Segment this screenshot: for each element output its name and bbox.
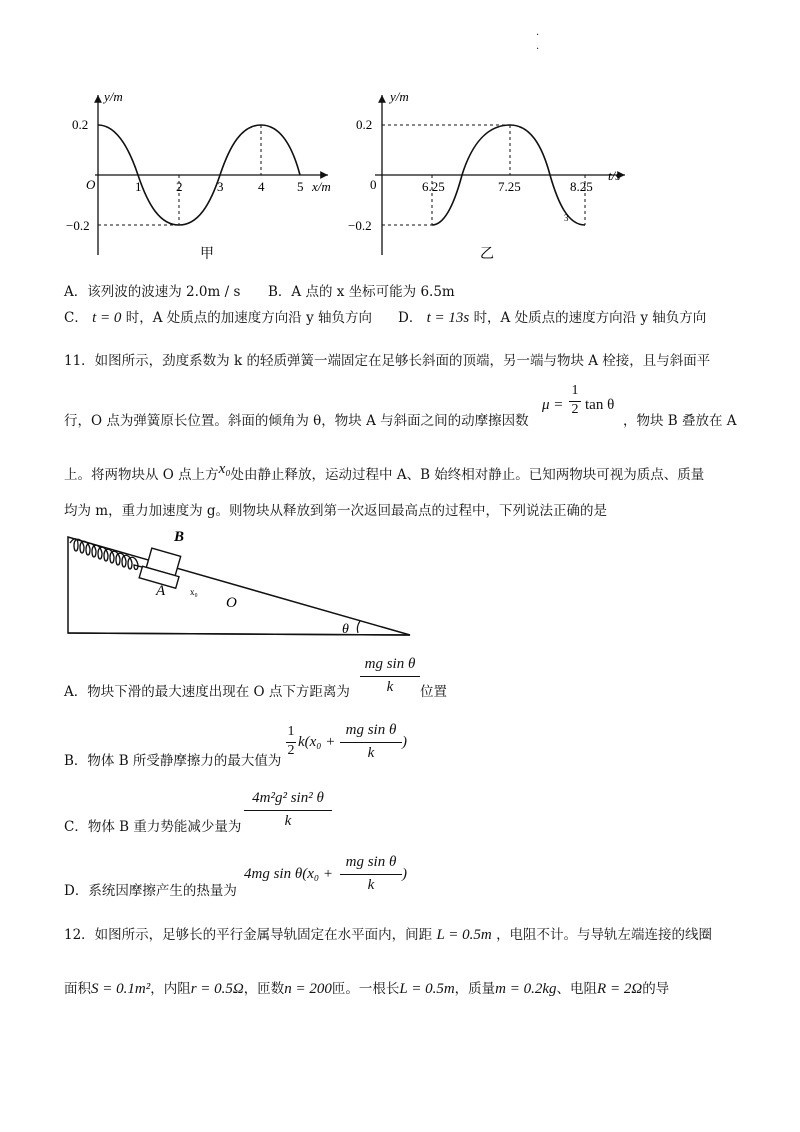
xtick-5: 5 <box>297 179 304 194</box>
seg-a: 面积 <box>64 981 91 997</box>
xtick-1: 1 <box>135 179 142 194</box>
seg-c: ，匝数 <box>243 981 285 997</box>
spring <box>70 539 150 570</box>
mu-num: 1 <box>571 383 579 398</box>
q11-option-d-frac <box>340 854 402 894</box>
q11-line-4: 均为 m，重力加速度为 g。则物块从释放到第一次返回最高点的过程中，下列说法正确的是 <box>64 503 608 519</box>
q11-option-d-lead: 4mg sin θ(x₀ + <box>244 866 333 882</box>
ytick-neg: −0.2 <box>66 218 90 233</box>
mu-lhs: μ = <box>542 397 564 413</box>
vibration-graph-yi <box>340 85 640 265</box>
q11-option-b: B．物体 B 所受静摩擦力的最大值为 <box>64 753 282 769</box>
frac-num: 4m²g² sin² θ <box>252 790 324 806</box>
seg-b: ，内阻 <box>150 981 191 997</box>
incline-figure <box>60 525 420 645</box>
q11-option-b-close: ) <box>402 734 407 750</box>
q11-line-1: 11．如图所示，劲度系数为 k 的轻质弹簧一端固定在足够长斜面的顶端，另一端与物块 A 栓接，且与斜面平 <box>64 353 711 369</box>
xtick-2: 2 <box>176 179 183 194</box>
frac-den: k <box>360 676 420 696</box>
option-c-label: C． <box>64 310 88 326</box>
label-theta: θ <box>342 622 349 637</box>
frac-num: mg sin θ <box>345 854 397 870</box>
q11-option-c-frac <box>244 790 332 830</box>
frac-num: mg sin θ <box>345 722 397 738</box>
seg-e: ，质量 <box>454 981 496 997</box>
xtick-625: 6.25 <box>422 179 445 194</box>
option-c-text: 时，A 处质点的加速度方向沿 y 轴负方向 <box>125 310 372 326</box>
angle-arc <box>357 621 360 633</box>
curve-mark: 3 <box>564 213 569 223</box>
q11-option-b-mid: k(x₀ + <box>298 734 336 750</box>
label-a: A <box>156 583 166 599</box>
caption: 乙 <box>480 247 494 262</box>
q11-option-c: C．物体 B 重力势能减少量为 <box>64 819 242 835</box>
label-x0: x₀ <box>190 587 198 597</box>
q12-line-1 <box>64 926 712 944</box>
q11-option-d-close: ) <box>402 866 407 882</box>
half-den: 2 <box>287 743 295 758</box>
x0-symbol: x₀ <box>218 461 231 477</box>
option-d-math: t = 13s <box>426 310 470 326</box>
n-value: n = 200 <box>284 981 332 997</box>
seg-d: 匝。一根长 <box>331 981 400 997</box>
q10-option-d <box>398 309 706 327</box>
corner-marks: . . <box>536 27 540 52</box>
incline-body <box>68 537 410 635</box>
q11-option-b-frac <box>340 722 402 762</box>
r-value: r = 0.5Ω <box>190 981 244 997</box>
q12-line-2 <box>64 980 669 998</box>
option-d-label: D． <box>398 310 423 326</box>
S-value: S = 0.1m² <box>91 981 151 997</box>
seg-g: 的导 <box>642 981 670 997</box>
frac-den: k <box>340 874 402 894</box>
mu-den: 2 <box>569 401 581 418</box>
ytick-neg: −0.2 <box>348 218 372 233</box>
line3-pre: 上。将两物块从 O 点上方 <box>64 467 219 483</box>
y-label: y/m <box>104 89 123 104</box>
q11-option-a-post: 位置 <box>420 684 447 700</box>
option-c-math: t = 0 <box>92 310 122 326</box>
R-value: R = 2Ω <box>597 981 643 997</box>
seg-f: 、电阻 <box>556 981 598 997</box>
caption: 甲 <box>200 247 214 262</box>
mu-formula <box>542 383 632 427</box>
xtick-3: 3 <box>217 179 224 194</box>
y-label: y/m <box>390 89 409 104</box>
ytick-pos: 0.2 <box>356 117 373 132</box>
L2-value: L = 0.5m <box>399 981 455 997</box>
line3-post: 处由静止释放，运动过程中 A、B 始终相对静止。已知两物块可视为质点、质量 <box>230 467 705 483</box>
q11-line-3 <box>64 461 705 484</box>
ytick-pos: 0.2 <box>72 117 89 132</box>
ground-line <box>68 633 410 635</box>
t-label: t/s <box>608 168 621 183</box>
line1-pre: 12．如图所示，足够长的平行金属导轨固定在水平面内，间距 <box>64 927 433 943</box>
frac-num: mg sin θ <box>364 656 416 672</box>
xtick-4: 4 <box>258 179 265 194</box>
q11-option-a-frac <box>360 656 420 696</box>
q10-option-c <box>64 309 372 327</box>
label-o: O <box>226 595 237 611</box>
q11-line-2-post: ，物块 B 叠放在 A <box>623 413 737 429</box>
q11-option-d: D．系统因摩擦产生的热量为 <box>64 883 237 899</box>
xtick-825: 8.25 <box>570 179 593 194</box>
origin-label: 0 <box>370 177 377 192</box>
q10-option-a: A．该列波的波速为 2.0m / s <box>64 284 241 300</box>
mu-rhs: tan θ <box>585 397 615 413</box>
q11-option-b-half <box>286 724 296 759</box>
q10-option-b: B．A 点的 x 坐标可能为 6.5m <box>268 284 455 300</box>
q11-option-a: A．物块下滑的最大速度出现在 O 点下方距离为 <box>64 684 350 700</box>
half-num: 1 <box>287 724 295 739</box>
frac-den: k <box>340 742 402 762</box>
wave-graph-jia <box>60 85 350 265</box>
line1-post: ，电阻不计。与导轨左端连接的线圈 <box>496 927 713 943</box>
m-value: m = 0.2kg <box>495 981 557 997</box>
x-label: x/m <box>312 179 331 194</box>
xtick-725: 7.25 <box>498 179 521 194</box>
L-value: L = 0.5m <box>436 927 492 943</box>
option-d-text: 时，A 处质点的速度方向沿 y 轴负方向 <box>473 310 707 326</box>
origin-label: O <box>86 177 96 192</box>
frac-den: k <box>244 810 332 830</box>
q11-line-2-pre: 行，O 点为弹簧原长位置。斜面的倾角为 θ，物块 A 与斜面之间的动摩擦因数 <box>64 413 529 429</box>
mu-fraction <box>569 383 581 418</box>
label-b: B <box>174 529 185 545</box>
